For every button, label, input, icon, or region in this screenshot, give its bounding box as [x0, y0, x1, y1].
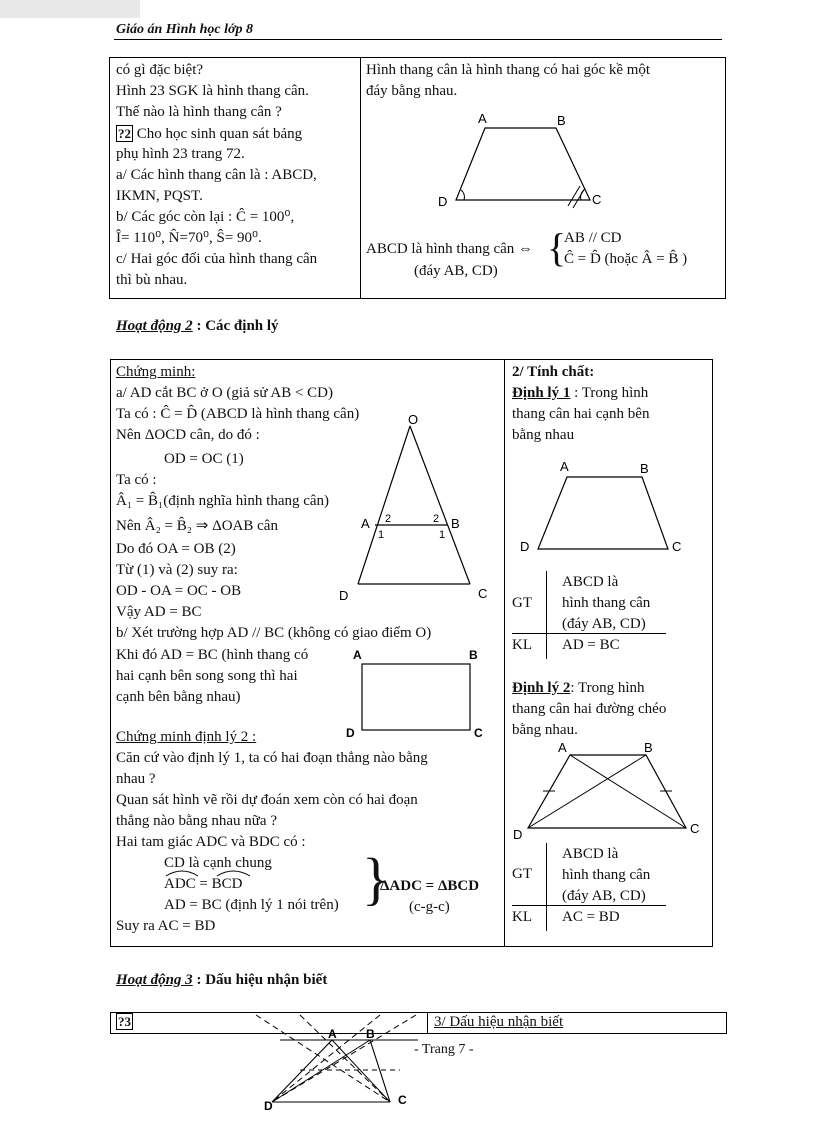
page-number: - Trang 7 - [414, 1042, 474, 1057]
proof-line-7: Nên Â₂ = B̂₂ ⇒ ΔOAB cân [116, 518, 278, 534]
theorem-1-line: Định lý 1 : Trong hình [512, 385, 649, 401]
theorem-2-line-2: thang cân hai đường chéo [512, 701, 667, 717]
header-rule [114, 39, 722, 40]
proof-title: Chứng minh: [116, 364, 196, 380]
t1-line-9: c/ Hai góc đối của hình thang cân [116, 251, 318, 267]
proof-conclusion: ΔADC = ΔBCD [380, 878, 480, 894]
t1-def-cond1: AB // CD [564, 230, 622, 246]
t3-label-d: D [264, 1099, 273, 1113]
t1-line-1: Hình 23 SGK là hình thang cân. [116, 83, 309, 99]
dash-2 [272, 1015, 416, 1102]
arc-bcd [217, 871, 250, 876]
proof-line-5: Ta có : [116, 472, 157, 488]
theorem-1-line-3: bằng nhau [512, 427, 575, 443]
proof-line-3: Nên ΔOCD cân, do đó : [116, 427, 260, 443]
thm2-label-a: A [558, 740, 567, 755]
gt2-vline [546, 843, 547, 931]
proof-line-1: a/ AD cắt BC ở O (giả sử AB < CD) [116, 385, 334, 401]
proof-line-6: Â₁ = B̂₁(định nghĩa hình thang cân) [116, 493, 330, 509]
kl1-text: AD = BC [562, 637, 620, 653]
proof-cgc: (c-g-c) [409, 899, 450, 915]
proof-line-9: Từ (1) và (2) suy ra: [116, 562, 238, 578]
kl1-label: KL [512, 637, 532, 653]
section-3-title: Hoạt động 3 : Dấu hiệu nhận biết [116, 972, 328, 988]
angle-mark-d [461, 190, 464, 200]
proof-line-8: Do đó OA = OB (2) [116, 541, 236, 557]
proof-line-27: Suy ra AC = BD [116, 918, 216, 934]
table-1-divider [360, 57, 361, 298]
tri-label-c: C [478, 586, 488, 601]
question-tag: ?2 [118, 126, 131, 141]
proof-line-2: Ta có : Ĉ = D̂ (ABCD là hình thang cân) [116, 406, 360, 422]
arc-marks [164, 868, 254, 878]
thm1-label-d: D [520, 539, 530, 554]
gt2-line-1: hình thang cân [562, 867, 651, 883]
thm1-label-a: A [560, 459, 569, 474]
label-c: C [592, 192, 602, 207]
gt2-line-0: ABCD là [562, 846, 619, 862]
t1-line-3: ?2 Cho học sinh quan sát bảng [118, 126, 303, 142]
proof-line-17: Căn cứ vào định lý 1, ta có hai đoạn thẳng nào bằng [116, 750, 428, 766]
trapezoid-shape [456, 128, 590, 200]
gt1-label: GT [512, 595, 532, 611]
angle-b1: 1 [439, 529, 446, 541]
theorem-2-line-3: bằng nhau. [512, 722, 578, 738]
t1-line-4: phụ hình 23 trang 72. [116, 146, 245, 162]
proof-line-13: Khi đó AD = BC (hình thang có [116, 647, 309, 663]
theorem-2-figure [510, 736, 710, 846]
side-oc [410, 426, 470, 584]
t1-line-6: IKMN, PQST. [116, 188, 203, 204]
kl2-label: KL [512, 909, 532, 925]
closing-brace: } [362, 846, 390, 911]
t1-line-8: Î= 110⁰, N̂=70⁰, Ŝ= 90⁰. [116, 230, 262, 246]
kl2-text: AC = BD [562, 909, 620, 925]
side-ad [272, 1040, 332, 1102]
t1-line-7: b/ Các góc còn lại : Ĉ = 100⁰, [116, 209, 295, 225]
gt2-label: GT [512, 866, 532, 882]
tick-c-1 [568, 186, 580, 206]
t3-question: ?3 [118, 1014, 131, 1029]
thm2-label-d: D [513, 827, 523, 842]
dash-4 [272, 1015, 380, 1102]
diag-1 [332, 1040, 390, 1102]
proof-line-4: OD = OC (1) [164, 451, 244, 467]
recognition-figure [240, 1010, 440, 1123]
angle-a1: 1 [378, 529, 385, 541]
gt1-vline [546, 571, 547, 659]
arc-adc [166, 871, 198, 876]
section-2-title: Hoạt động 2 : Các định lý [116, 318, 279, 334]
thm1-label-c: C [672, 539, 682, 554]
properties-heading: 2/ Tính chất: [512, 364, 595, 380]
proof-line-22: CD là cạnh chung [164, 855, 272, 871]
t1-def-1: đáy bằng nhau. [366, 83, 458, 99]
proof2-title: Chứng minh định lý 2 : [116, 729, 257, 745]
rect-label-c: C [474, 726, 483, 740]
t3-label-c: C [398, 1093, 407, 1107]
proof-line-21: Hai tam giác ADC và BDC có : [116, 834, 306, 850]
corner-mark [0, 0, 140, 18]
gt1-line-1: hình thang cân [562, 595, 651, 611]
t3-heading: 3/ Dấu hiệu nhận biết [434, 1014, 564, 1030]
tri-label-d: D [339, 588, 349, 603]
gt1-line-0: ABCD là [562, 574, 619, 590]
gt1-line-2: (đáy AB, CD) [562, 616, 646, 632]
rect-label-b: B [469, 648, 478, 662]
triangle-figure [330, 410, 500, 610]
proof-line-20: thẳng nào bằng nhau nữa ? [116, 813, 277, 829]
proof-line-14: hai cạnh bên song song thì hai [116, 668, 298, 684]
proof-line-15: cạnh bên bằng nhau) [116, 689, 241, 705]
t1-line-10: thì bù nhau. [116, 272, 188, 288]
page-header: Giáo án Hình học lớp 8 [116, 22, 254, 37]
tick-c-2 [573, 188, 585, 208]
thm1-trapezoid [538, 477, 668, 549]
t1-line-2: Thế nào là hình thang cân ? [116, 104, 282, 120]
t1-def-note: (đáy AB, CD) [414, 263, 498, 279]
t1-def-left: ABCD là hình thang cân ⇔ [366, 241, 534, 257]
isosceles-trapezoid-figure [430, 106, 620, 216]
proof-line-12: b/ Xét trường hợp AD // BC (không có giao điểm O) [116, 625, 432, 641]
t3-label-b: B [366, 1027, 375, 1041]
proof-line-10: OD - OA = OC - OB [116, 583, 242, 599]
side-od [358, 426, 410, 584]
t1-def-cond2: Ĉ = D̂ (hoặc Â = B̂ ) [564, 251, 688, 267]
label-d: D [438, 194, 448, 209]
theorem-1-line-2: thang cân hai cạnh bên [512, 406, 650, 422]
t1-line-5: a/ Các hình thang cân là : ABCD, [116, 167, 317, 183]
proof-line-18: nhau ? [116, 771, 156, 787]
thm1-label-b: B [640, 461, 649, 476]
proof-line-24: AD = BC (định lý 1 nói trên) [164, 897, 339, 913]
proof-line-23: ADC = BCD [164, 876, 243, 892]
tri-label-b: B [451, 516, 460, 531]
rectangle-shape [362, 664, 470, 730]
t1-line-0: có gì đặc biệt? [116, 62, 204, 78]
rect-label-d: D [346, 726, 355, 740]
label-a: A [478, 111, 487, 126]
diag-2 [272, 1040, 370, 1102]
t3-label-a: A [328, 1027, 337, 1041]
table-2-divider [504, 359, 505, 946]
theorem-2-line: Định lý 2: Trong hình [512, 680, 645, 696]
tri-label-a: A [361, 516, 370, 531]
brace: { [547, 225, 567, 270]
label-b: B [557, 113, 566, 128]
proof-line-11: Vậy AD = BC [116, 604, 202, 620]
angle-b2: 2 [433, 513, 440, 525]
thm2-label-c: C [690, 821, 700, 836]
tri-label-o: O [408, 412, 419, 427]
thm2-label-b: B [644, 740, 653, 755]
rectangle-figure [340, 645, 490, 745]
gt2-line-2: (đáy AB, CD) [562, 888, 646, 904]
angle-a2: 2 [385, 513, 392, 525]
t1-def-0: Hình thang cân là hình thang có hai góc kề một [366, 62, 651, 78]
rect-label-a: A [353, 648, 362, 662]
theorem-1-figure [510, 452, 700, 562]
proof-line-19: Quan sát hình vẽ rồi dự đoán xem còn có hai đoạn [116, 792, 418, 808]
